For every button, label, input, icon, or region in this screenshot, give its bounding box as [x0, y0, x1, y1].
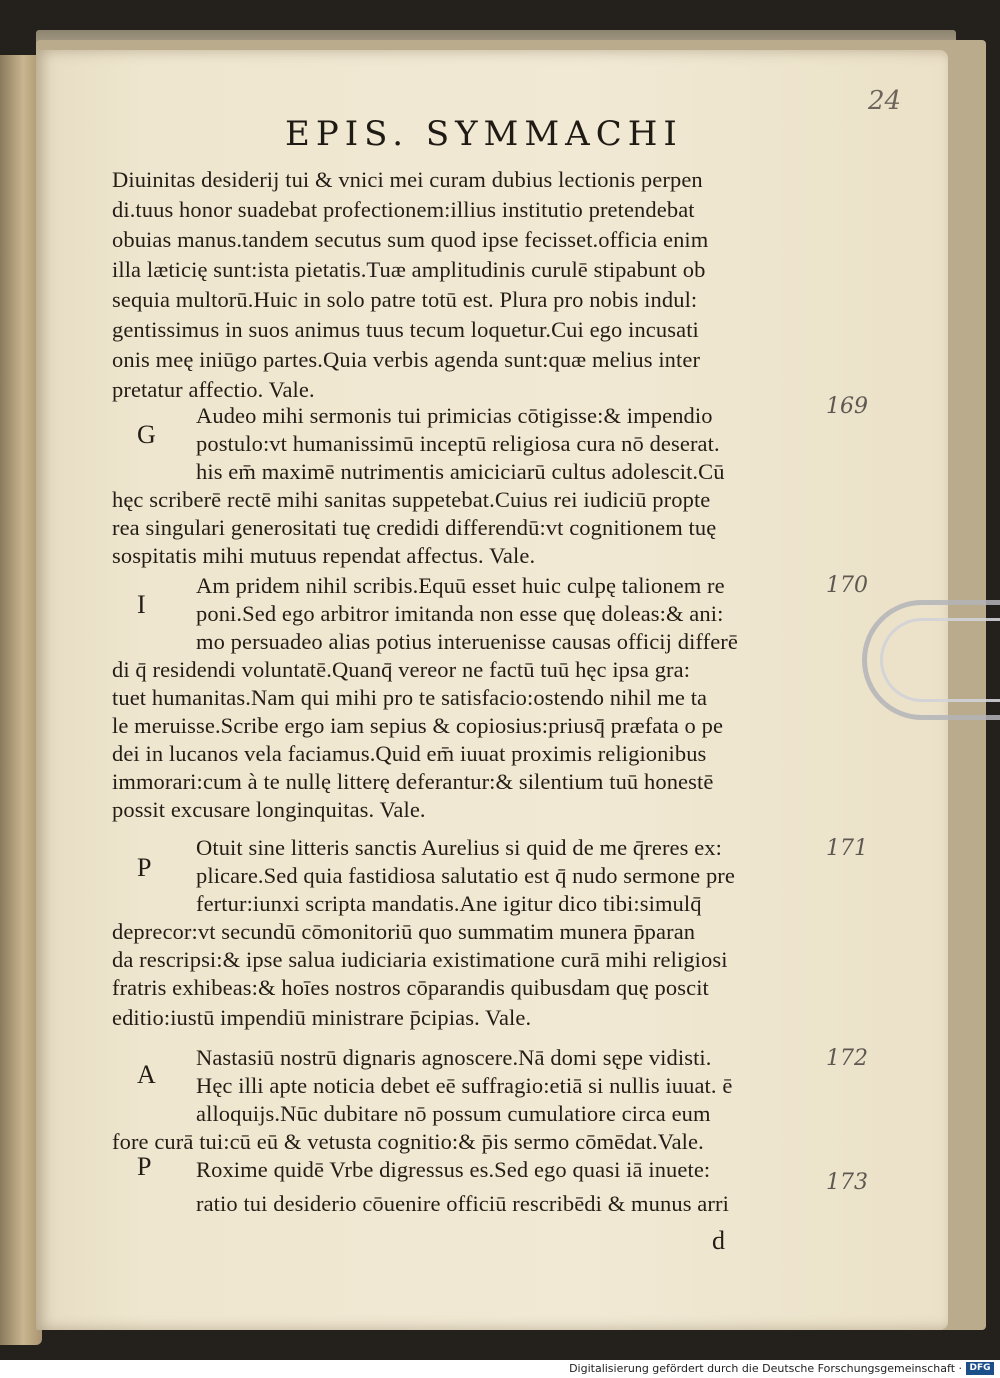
- text-line: plicare.Sed quia fastidiosa salutatio est q̄ nudo sermone pre: [196, 863, 735, 888]
- text-line: Nastasiū nostrū dignaris agnoscere.Nā domi sępe vidisti.: [196, 1045, 712, 1070]
- text-line: poni.Sed ego arbitror imitanda non esse quę doleas:& ani:: [196, 601, 724, 626]
- initial-letter: A: [137, 1060, 156, 1089]
- footer-credit: Digitalisierung gefördert durch die Deutsche Forschungsgemeinschaft ·: [569, 1362, 962, 1375]
- initial-letter: I: [137, 590, 146, 619]
- margin-number: 169: [826, 394, 868, 419]
- running-head: EPIS. SYMMACHI: [285, 114, 683, 154]
- text-line: immorari:cum à te nullę litterę deferantur:& silentium tuū honestē: [112, 769, 714, 794]
- text-line: le meruisse.Scribe ergo iam sepius & copiosius:priusq̄ præfata o pe: [112, 713, 724, 738]
- text-line: deprecor:vt secundū cōmonitoriū quo summatim munera p̄paran: [112, 919, 696, 944]
- text-line: alloquijs.Nūc dubitare nō possum cumulatiore circa eum: [196, 1101, 711, 1126]
- initial-letter: G: [137, 420, 156, 449]
- signature-mark: d: [712, 1226, 725, 1255]
- text-line: sospitatis mihi mutuus rependat affectus. Vale.: [112, 543, 536, 568]
- margin-number: 170: [826, 573, 868, 598]
- margin-number: 171: [826, 836, 868, 861]
- text-line: postulo:vt humanissimū inceptū religiosa cura nō deserat.: [196, 431, 720, 456]
- text-line: illa læticię sunt:ista pietatis.Tuæ amplitudinis curulē stipabunt ob: [112, 257, 706, 282]
- text-line: gentissimus in suos animus tuus tecum loquetur.Cui ego incusati: [112, 317, 699, 342]
- text-line: hęc scriberē rectē mihi sanitas suppetebat.Cuius rei iudiciū propte: [112, 487, 711, 512]
- text-line: Roxime quidē Vrbe digressus es.Sed ego quasi iā inuete:: [196, 1157, 711, 1182]
- text-line: Hęc illi apte noticia debet eē suffragio:etiā si nullis iuuat. ē: [196, 1073, 733, 1098]
- text-line: onis meę iniūgo partes.Quia verbis agenda sunt:quæ melius inter: [112, 347, 701, 372]
- text-line: fertur:iunxi scripta mandatis.Ane igitur dico tibi:simulq̄: [196, 891, 702, 916]
- margin-number: 173: [826, 1170, 868, 1195]
- text-line: Diuinitas desiderij tui & vnici mei curam dubius lectionis perpen: [112, 167, 703, 192]
- dfg-logo: DFG: [966, 1362, 994, 1375]
- text-line: dei in lucanos vela faciamus.Quid em̄ iuuat proximis religionibus: [112, 741, 707, 766]
- margin-number: 172: [826, 1046, 868, 1071]
- text-line: da rescripsi:& ipse salua iudiciaria existimatione curā mihi religiosi: [112, 947, 728, 972]
- text-line: rea singulari generositati tuę credidi differendū:vt cognitionem tuę: [112, 515, 717, 540]
- text-line: his em̄ maximē nutrimentis amiciciarū cultus adolescit.Cū: [196, 459, 725, 484]
- text-line: fore curā tui:cū eū & vetusta cognitio:& p̄is sermo cōmēdat.Vale.: [112, 1129, 704, 1154]
- text-line: Am pridem nihil scribis.Equū esset huic culpę talionem re: [196, 573, 725, 598]
- text-line: mo persuadeo alias potius interuenisse causas officij differē: [196, 629, 738, 654]
- text-line: fratris exhibeas:& hoīes nostros cōparandis quibusdam quę poscit: [112, 975, 709, 1000]
- text-line: tuet humanitas.Nam qui mihi pro te satisfacio:ostendo nihil me ta: [112, 685, 708, 710]
- text-line: editio:iustū impendiū ministrare p̄cipias. Vale.: [112, 1005, 532, 1030]
- text-line: di.tuus honor suadebat profectionem:illius institutio pretendebat: [112, 197, 695, 222]
- text-line: pretatur affectio. Vale.: [112, 377, 315, 402]
- initial-letter: P: [137, 1152, 152, 1181]
- text-line: obuias manus.tandem secutus sum quod ipse fecisset.officia enim: [112, 227, 709, 252]
- text-line: di q̄ residendi voluntatē.Quanq̄ vereor ne factū tuū hęc ipsa gra:: [112, 657, 691, 682]
- paper-clip-inner: [880, 618, 1000, 702]
- text-line: sequia multorū.Huic in solo patre totū est. Plura pro nobis indul:: [112, 287, 698, 312]
- folio-annotation: 24: [868, 86, 902, 116]
- initial-letter: P: [137, 853, 152, 882]
- text-line: Otuit sine litteris sanctis Aurelius si quid de me q̄reres ex:: [196, 835, 723, 860]
- text-line: possit excusare longinquitas. Vale.: [112, 797, 426, 822]
- text-line: Audeo mihi sermonis tui primicias cōtigisse:& impendio: [196, 403, 713, 428]
- text-line: ratio tui desiderio cōuenire officiū rescribēdi & munus arri: [196, 1191, 729, 1216]
